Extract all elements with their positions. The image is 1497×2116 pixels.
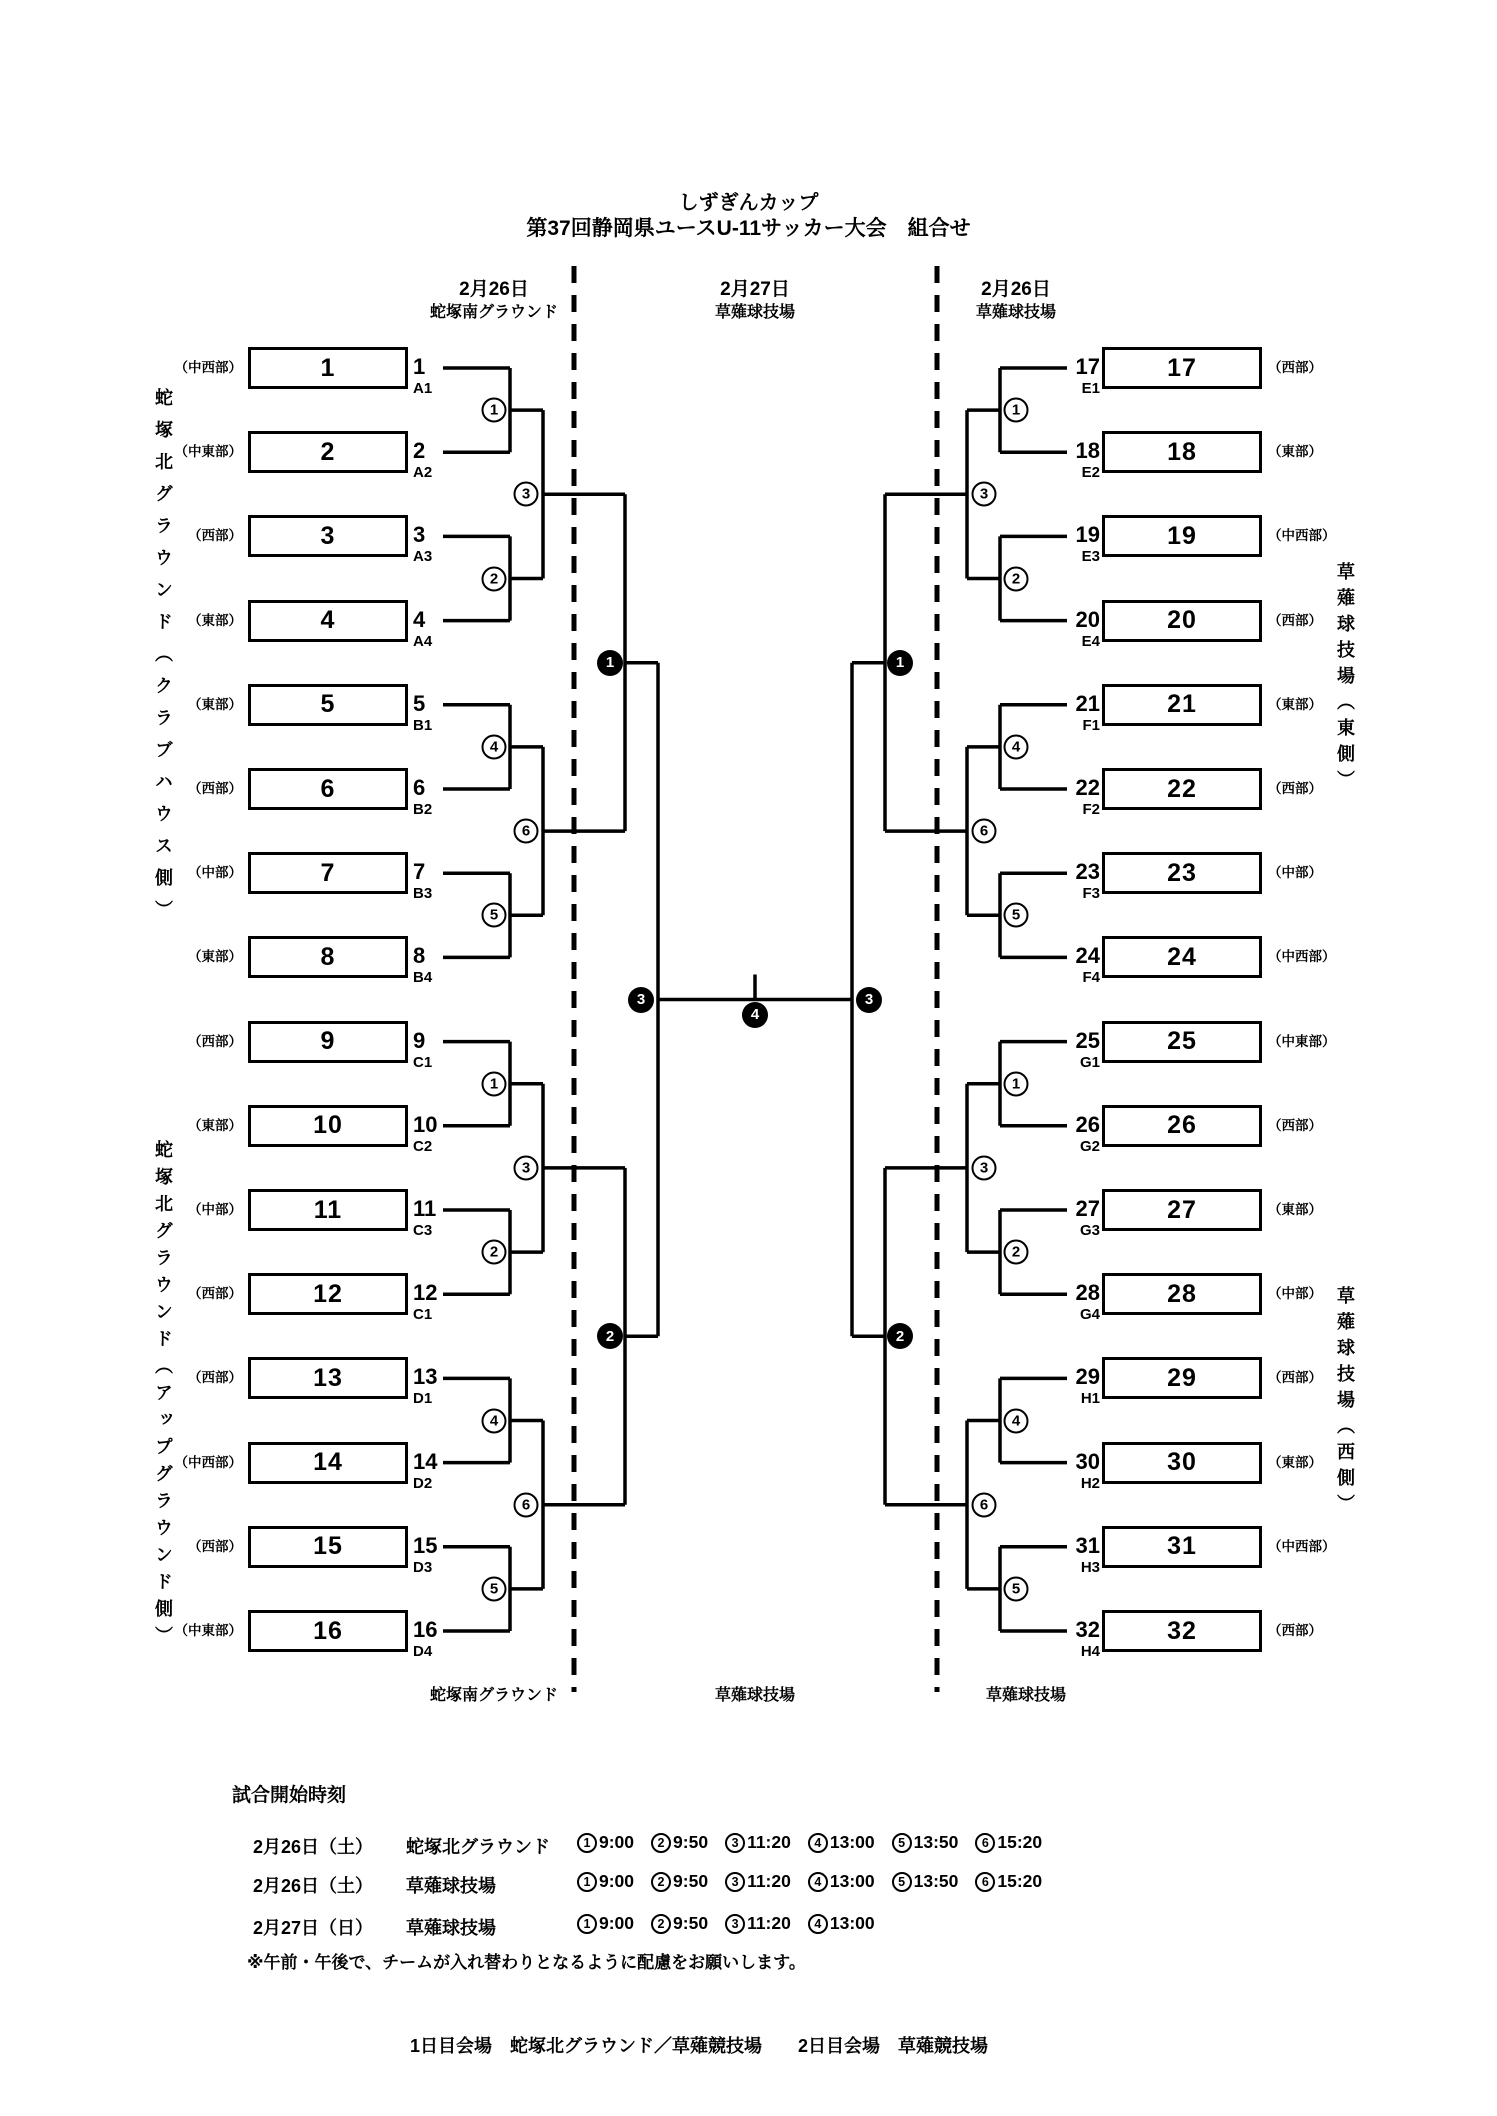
team-box-number: 16 xyxy=(313,1616,343,1645)
match-number-circle: 3 xyxy=(972,1155,997,1180)
slot-number-circle: 2 xyxy=(651,1872,671,1892)
team-code: G1 xyxy=(1079,1053,1100,1071)
match-number-circle: 4 xyxy=(482,734,507,759)
slot-time: 9:50 xyxy=(673,1832,709,1852)
team-region: （中部） xyxy=(1268,1286,1322,1302)
team-box xyxy=(1102,684,1262,726)
team-code: B1 xyxy=(413,716,433,734)
slot-number-circle: 2 xyxy=(651,1833,671,1853)
page-title: しずぎんカップ xyxy=(678,192,819,214)
match-number-circle: 5 xyxy=(1004,1576,1029,1601)
team-number: 28 xyxy=(1075,1280,1100,1306)
slot-time: 13:50 xyxy=(913,1871,959,1891)
team-number: 26 xyxy=(1075,1111,1100,1137)
match-number-circle: 5 xyxy=(482,903,507,928)
team-code: A3 xyxy=(413,548,433,566)
team-code: F4 xyxy=(1082,969,1100,987)
team-region: （西部） xyxy=(1268,360,1322,375)
team-region: （東部） xyxy=(188,612,242,628)
team-box xyxy=(248,600,408,642)
schedule-time-slot xyxy=(577,1913,634,1934)
match-number-circle: 1 xyxy=(1004,398,1029,423)
team-box xyxy=(248,852,408,894)
schedule-date: 2月27日（日） xyxy=(253,1918,374,1938)
team-box-number: 15 xyxy=(313,1532,343,1561)
match-number-circle: 3 xyxy=(972,482,997,507)
page-subtitle: 第37回静岡県ユースU-11サッカー大会 組合せ xyxy=(526,217,971,240)
team-box xyxy=(248,1189,408,1231)
team-number: 27 xyxy=(1075,1196,1100,1221)
slot-time: 15:20 xyxy=(997,1871,1043,1891)
team-box-number: 9 xyxy=(320,1027,336,1056)
team-box-number: 30 xyxy=(1167,1448,1197,1477)
slot-number-circle: 5 xyxy=(892,1833,912,1853)
match-number-circle: 2 xyxy=(597,1323,623,1349)
team-box xyxy=(1102,1105,1262,1147)
slot-number-circle: 1 xyxy=(577,1833,597,1853)
team-region: （東部） xyxy=(1268,1202,1322,1217)
team-box-number: 32 xyxy=(1167,1616,1197,1645)
slot-number-circle: 3 xyxy=(725,1914,745,1934)
team-number: 24 xyxy=(1075,943,1100,969)
slot-time: 9:50 xyxy=(673,1871,709,1891)
team-region: （東部） xyxy=(188,949,242,965)
team-code: B2 xyxy=(413,801,433,818)
team-code: A2 xyxy=(413,464,433,482)
team-box-number: 8 xyxy=(320,942,336,971)
slot-time: 11:20 xyxy=(747,1832,791,1852)
team-box xyxy=(248,1273,408,1315)
team-code: A1 xyxy=(413,380,433,397)
team-number: 5 xyxy=(413,690,426,716)
team-box-number: 2 xyxy=(320,437,336,466)
team-region: （西部） xyxy=(188,781,242,796)
team-number: 22 xyxy=(1075,775,1100,800)
schedule-time-slot xyxy=(651,1913,708,1934)
team-region: （東部） xyxy=(1268,696,1322,712)
team-box xyxy=(248,768,408,810)
team-region: （中東部） xyxy=(1268,1033,1336,1049)
team-region: （西部） xyxy=(188,1370,242,1386)
slot-number-circle: 3 xyxy=(725,1833,745,1853)
column-footer-right: 草薙球技場 xyxy=(985,1687,1066,1704)
team-code: C3 xyxy=(413,1222,433,1239)
team-box-number: 27 xyxy=(1167,1195,1197,1224)
team-number: 32 xyxy=(1075,1617,1100,1642)
team-box xyxy=(1102,1273,1262,1315)
team-box xyxy=(1102,936,1262,978)
team-code: G2 xyxy=(1079,1137,1100,1155)
team-number: 2 xyxy=(413,438,426,464)
slot-time: 11:20 xyxy=(747,1871,791,1891)
match-number-circle: 5 xyxy=(1004,903,1029,928)
team-box-number: 7 xyxy=(320,858,336,887)
column-header-left-date: 2月26日 xyxy=(459,279,529,300)
slot-number-circle: 6 xyxy=(975,1872,995,1892)
schedule-heading: 試合開始時刻 xyxy=(232,1785,347,1806)
team-code: H2 xyxy=(1080,1474,1100,1492)
slot-time: 9:00 xyxy=(599,1871,635,1891)
team-code: A4 xyxy=(413,632,433,650)
match-number-circle: 2 xyxy=(887,1323,913,1349)
team-box xyxy=(248,684,408,726)
team-region: （西部） xyxy=(1268,1370,1322,1386)
schedule-time-slot xyxy=(725,1832,791,1853)
team-box-number: 1 xyxy=(320,353,336,382)
team-box-number: 28 xyxy=(1167,1279,1197,1308)
team-number: 1 xyxy=(413,354,426,379)
slot-time: 11:20 xyxy=(747,1913,791,1933)
schedule-time-slot xyxy=(651,1832,708,1853)
team-code: F1 xyxy=(1082,716,1100,734)
schedule-time-slot xyxy=(808,1871,875,1892)
team-box xyxy=(248,1442,408,1484)
schedule-times xyxy=(577,1871,1042,1892)
column-header-center xyxy=(625,278,885,324)
team-number: 29 xyxy=(1075,1364,1100,1390)
team-box-number: 4 xyxy=(320,606,336,635)
team-region: （中西部） xyxy=(174,1454,242,1470)
team-code: D4 xyxy=(413,1643,433,1660)
match-number-circle: 6 xyxy=(972,1492,997,1517)
schedule-venue: 蛇塚北グラウンド xyxy=(406,1837,550,1857)
slot-number-circle: 1 xyxy=(577,1914,597,1934)
team-region: （西部） xyxy=(1268,1117,1322,1133)
match-number-circle: 1 xyxy=(597,650,623,676)
team-box xyxy=(1102,1610,1262,1652)
slot-time: 9:50 xyxy=(673,1913,709,1933)
team-box xyxy=(248,515,408,557)
schedule-time-slot xyxy=(725,1871,791,1892)
team-region: （中部） xyxy=(188,1202,242,1217)
team-box-number: 26 xyxy=(1167,1111,1197,1140)
team-box-number: 3 xyxy=(320,521,336,550)
team-box-number: 14 xyxy=(313,1448,343,1477)
team-code: F2 xyxy=(1082,801,1100,818)
team-region: （西部） xyxy=(1268,612,1322,628)
team-number: 19 xyxy=(1075,522,1100,548)
match-number-circle: 2 xyxy=(482,1240,507,1265)
schedule-time-slot xyxy=(577,1832,634,1853)
match-number-circle: 6 xyxy=(514,819,539,844)
match-number-circle: 2 xyxy=(482,566,507,591)
team-box xyxy=(248,936,408,978)
team-box xyxy=(248,1105,408,1147)
team-box-number: 12 xyxy=(313,1279,343,1308)
team-box xyxy=(248,1021,408,1063)
team-region: （西部） xyxy=(188,528,242,544)
slot-number-circle: 5 xyxy=(892,1872,912,1892)
schedule-time-slot xyxy=(651,1871,708,1892)
team-region: （中部） xyxy=(188,865,242,881)
team-number: 3 xyxy=(413,522,426,548)
team-box xyxy=(1102,1189,1262,1231)
slot-number-circle: 3 xyxy=(725,1872,745,1892)
team-box xyxy=(248,1357,408,1399)
team-number: 4 xyxy=(413,606,426,632)
schedule-time-slot xyxy=(892,1832,959,1853)
team-region: （東部） xyxy=(1268,444,1322,460)
slot-time: 15:20 xyxy=(997,1832,1043,1852)
column-header-right xyxy=(886,278,1146,324)
team-code: F3 xyxy=(1082,885,1100,903)
team-box-number: 24 xyxy=(1167,942,1197,971)
team-number: 11 xyxy=(413,1196,437,1221)
slot-time: 13:50 xyxy=(913,1832,959,1852)
team-code: C1 xyxy=(413,1306,433,1324)
team-box xyxy=(248,347,408,389)
team-box xyxy=(248,1610,408,1652)
schedule-time-slot xyxy=(808,1832,875,1853)
side-label-right-top: 草薙球技場（東側） xyxy=(1335,562,1355,796)
column-footer-center: 草薙球技場 xyxy=(714,1687,795,1704)
match-number-circle: 3 xyxy=(856,987,882,1013)
team-region: （中東部） xyxy=(174,1623,242,1638)
team-code: H3 xyxy=(1080,1558,1100,1576)
team-number: 20 xyxy=(1075,606,1100,632)
team-box-number: 5 xyxy=(320,690,336,719)
side-label-left-top: 蛇塚北グラウンド（クラブハウス側） xyxy=(153,388,173,932)
schedule-venue: 草薙球技場 xyxy=(406,1876,496,1896)
slot-number-circle: 4 xyxy=(808,1914,828,1934)
team-box xyxy=(1102,600,1262,642)
team-box xyxy=(248,1526,408,1568)
team-number: 7 xyxy=(413,859,426,885)
team-code: H1 xyxy=(1080,1390,1100,1408)
team-box xyxy=(1102,1021,1262,1063)
match-number-circle: 6 xyxy=(514,1492,539,1517)
team-number: 30 xyxy=(1075,1448,1100,1474)
team-box xyxy=(1102,1526,1262,1568)
team-number: 17 xyxy=(1075,354,1100,379)
team-region: （中西部） xyxy=(1268,1538,1336,1554)
schedule-times xyxy=(577,1913,875,1934)
team-code: D3 xyxy=(413,1558,433,1576)
team-box xyxy=(1102,431,1262,473)
team-box-number: 31 xyxy=(1167,1532,1197,1561)
team-number: 23 xyxy=(1075,859,1100,885)
column-header-left xyxy=(364,278,624,324)
column-header-left-venue: 蛇塚南グラウンド xyxy=(429,304,558,321)
team-code: G4 xyxy=(1079,1306,1100,1324)
match-number-circle: 6 xyxy=(972,819,997,844)
schedule-time-slot xyxy=(725,1913,791,1934)
team-number: 13 xyxy=(413,1364,438,1390)
slot-time: 13:00 xyxy=(829,1871,875,1891)
team-number: 10 xyxy=(413,1111,438,1137)
team-code: E4 xyxy=(1081,632,1100,650)
schedule-date: 2月26日（土） xyxy=(253,1876,374,1896)
team-box xyxy=(248,431,408,473)
team-region: （東部） xyxy=(1268,1454,1322,1470)
slot-time: 13:00 xyxy=(829,1913,875,1933)
team-box-number: 25 xyxy=(1167,1027,1197,1056)
team-region: （西部） xyxy=(188,1286,242,1302)
slot-number-circle: 6 xyxy=(975,1833,995,1853)
slot-time: 13:00 xyxy=(829,1832,875,1852)
schedule-time-slot xyxy=(892,1871,959,1892)
team-number: 21 xyxy=(1075,690,1100,716)
team-box-number: 6 xyxy=(320,774,336,803)
team-box-number: 19 xyxy=(1167,521,1197,550)
match-number-circle: 1 xyxy=(482,398,507,423)
team-box-number: 23 xyxy=(1167,858,1197,887)
slot-time: 9:00 xyxy=(599,1913,635,1933)
team-region: （西部） xyxy=(1268,781,1322,796)
match-number-circle: 4 xyxy=(482,1408,507,1433)
team-box-number: 29 xyxy=(1167,1363,1197,1392)
team-number: 14 xyxy=(413,1448,438,1474)
team-number: 9 xyxy=(413,1027,426,1053)
match-number-circle: 4 xyxy=(1004,1408,1029,1433)
team-region: （中西部） xyxy=(1268,949,1336,965)
team-region: （中西部） xyxy=(1268,528,1336,544)
venues-summary-line: 1日目会場 蛇塚北グラウンド／草薙競技場 2日目会場 草薙競技場 xyxy=(410,2036,989,2056)
match-number-circle: 3 xyxy=(514,482,539,507)
slot-time: 9:00 xyxy=(599,1832,635,1852)
team-region: （東部） xyxy=(188,696,242,712)
team-box-number: 18 xyxy=(1167,437,1197,466)
schedule-time-slot xyxy=(808,1913,875,1934)
side-label-right-bottom: 草薙球技場（西側） xyxy=(1335,1286,1355,1520)
slot-number-circle: 4 xyxy=(808,1833,828,1853)
team-region: （西部） xyxy=(1268,1623,1322,1638)
team-box-number: 11 xyxy=(313,1195,343,1224)
team-box-number: 17 xyxy=(1167,353,1197,382)
schedule-times xyxy=(577,1832,1042,1853)
column-footer-left: 蛇塚南グラウンド xyxy=(429,1687,558,1704)
schedule-date: 2月26日（土） xyxy=(253,1837,374,1857)
team-code: E2 xyxy=(1081,464,1100,482)
schedule-note: ※午前・午後で、チームが入れ替わりとなるように配慮をお願いします。 xyxy=(247,1953,806,1972)
schedule-venue: 草薙球技場 xyxy=(406,1918,496,1938)
team-number: 25 xyxy=(1075,1027,1100,1053)
schedule-time-slot xyxy=(975,1832,1042,1853)
team-number: 8 xyxy=(413,943,426,969)
team-code: B3 xyxy=(413,885,433,903)
team-number: 16 xyxy=(413,1617,438,1642)
team-box xyxy=(1102,1442,1262,1484)
team-box xyxy=(1102,1357,1262,1399)
team-box xyxy=(1102,347,1262,389)
match-number-circle: 3 xyxy=(514,1155,539,1180)
team-region: （西部） xyxy=(188,1033,242,1049)
team-box-number: 20 xyxy=(1167,606,1197,635)
match-number-circle: 2 xyxy=(1004,1240,1029,1265)
slot-number-circle: 2 xyxy=(651,1914,671,1934)
match-number-circle: 4 xyxy=(1004,734,1029,759)
team-region: （中部） xyxy=(1268,865,1322,881)
team-region: （西部） xyxy=(188,1538,242,1554)
team-number: 15 xyxy=(413,1532,438,1558)
slot-number-circle: 4 xyxy=(808,1872,828,1892)
team-code: E3 xyxy=(1081,548,1100,566)
team-number: 12 xyxy=(413,1280,438,1306)
team-region: （東部） xyxy=(188,1117,242,1133)
column-header-right-date: 2月26日 xyxy=(981,279,1051,300)
team-box xyxy=(1102,768,1262,810)
team-box-number: 13 xyxy=(313,1363,343,1392)
match-number-circle: 5 xyxy=(482,1576,507,1601)
team-box-number: 10 xyxy=(313,1111,343,1140)
schedule-time-slot xyxy=(975,1871,1042,1892)
match-number-circle: 4 xyxy=(742,1002,768,1028)
match-number-circle: 2 xyxy=(1004,566,1029,591)
team-code: B4 xyxy=(413,969,433,987)
team-box xyxy=(1102,852,1262,894)
schedule-time-slot xyxy=(577,1871,634,1892)
team-code: C1 xyxy=(413,1053,433,1071)
team-number: 6 xyxy=(413,775,426,800)
column-header-center-venue: 草薙球技場 xyxy=(714,304,795,321)
team-code: D1 xyxy=(413,1390,433,1408)
team-code: C2 xyxy=(413,1137,433,1155)
match-number-circle: 1 xyxy=(482,1071,507,1096)
team-code: G3 xyxy=(1079,1222,1100,1239)
team-region: （中西部） xyxy=(174,360,242,375)
side-label-left-bottom: 蛇塚北グラウンド（アップグラウンド側） xyxy=(153,1140,173,1653)
team-code: D2 xyxy=(413,1474,433,1492)
match-number-circle: 3 xyxy=(628,987,654,1013)
column-header-center-date: 2月27日 xyxy=(720,279,790,300)
team-number: 31 xyxy=(1075,1532,1100,1558)
slot-number-circle: 1 xyxy=(577,1872,597,1892)
team-box xyxy=(1102,515,1262,557)
team-code: H4 xyxy=(1080,1643,1100,1660)
team-box-number: 21 xyxy=(1167,690,1197,719)
match-number-circle: 1 xyxy=(1004,1071,1029,1096)
column-header-right-venue: 草薙球技場 xyxy=(975,304,1056,321)
team-code: E1 xyxy=(1081,380,1100,397)
team-number: 18 xyxy=(1075,438,1100,464)
match-number-circle: 1 xyxy=(887,650,913,676)
team-box-number: 22 xyxy=(1167,774,1197,803)
team-region: （中東部） xyxy=(174,444,242,460)
